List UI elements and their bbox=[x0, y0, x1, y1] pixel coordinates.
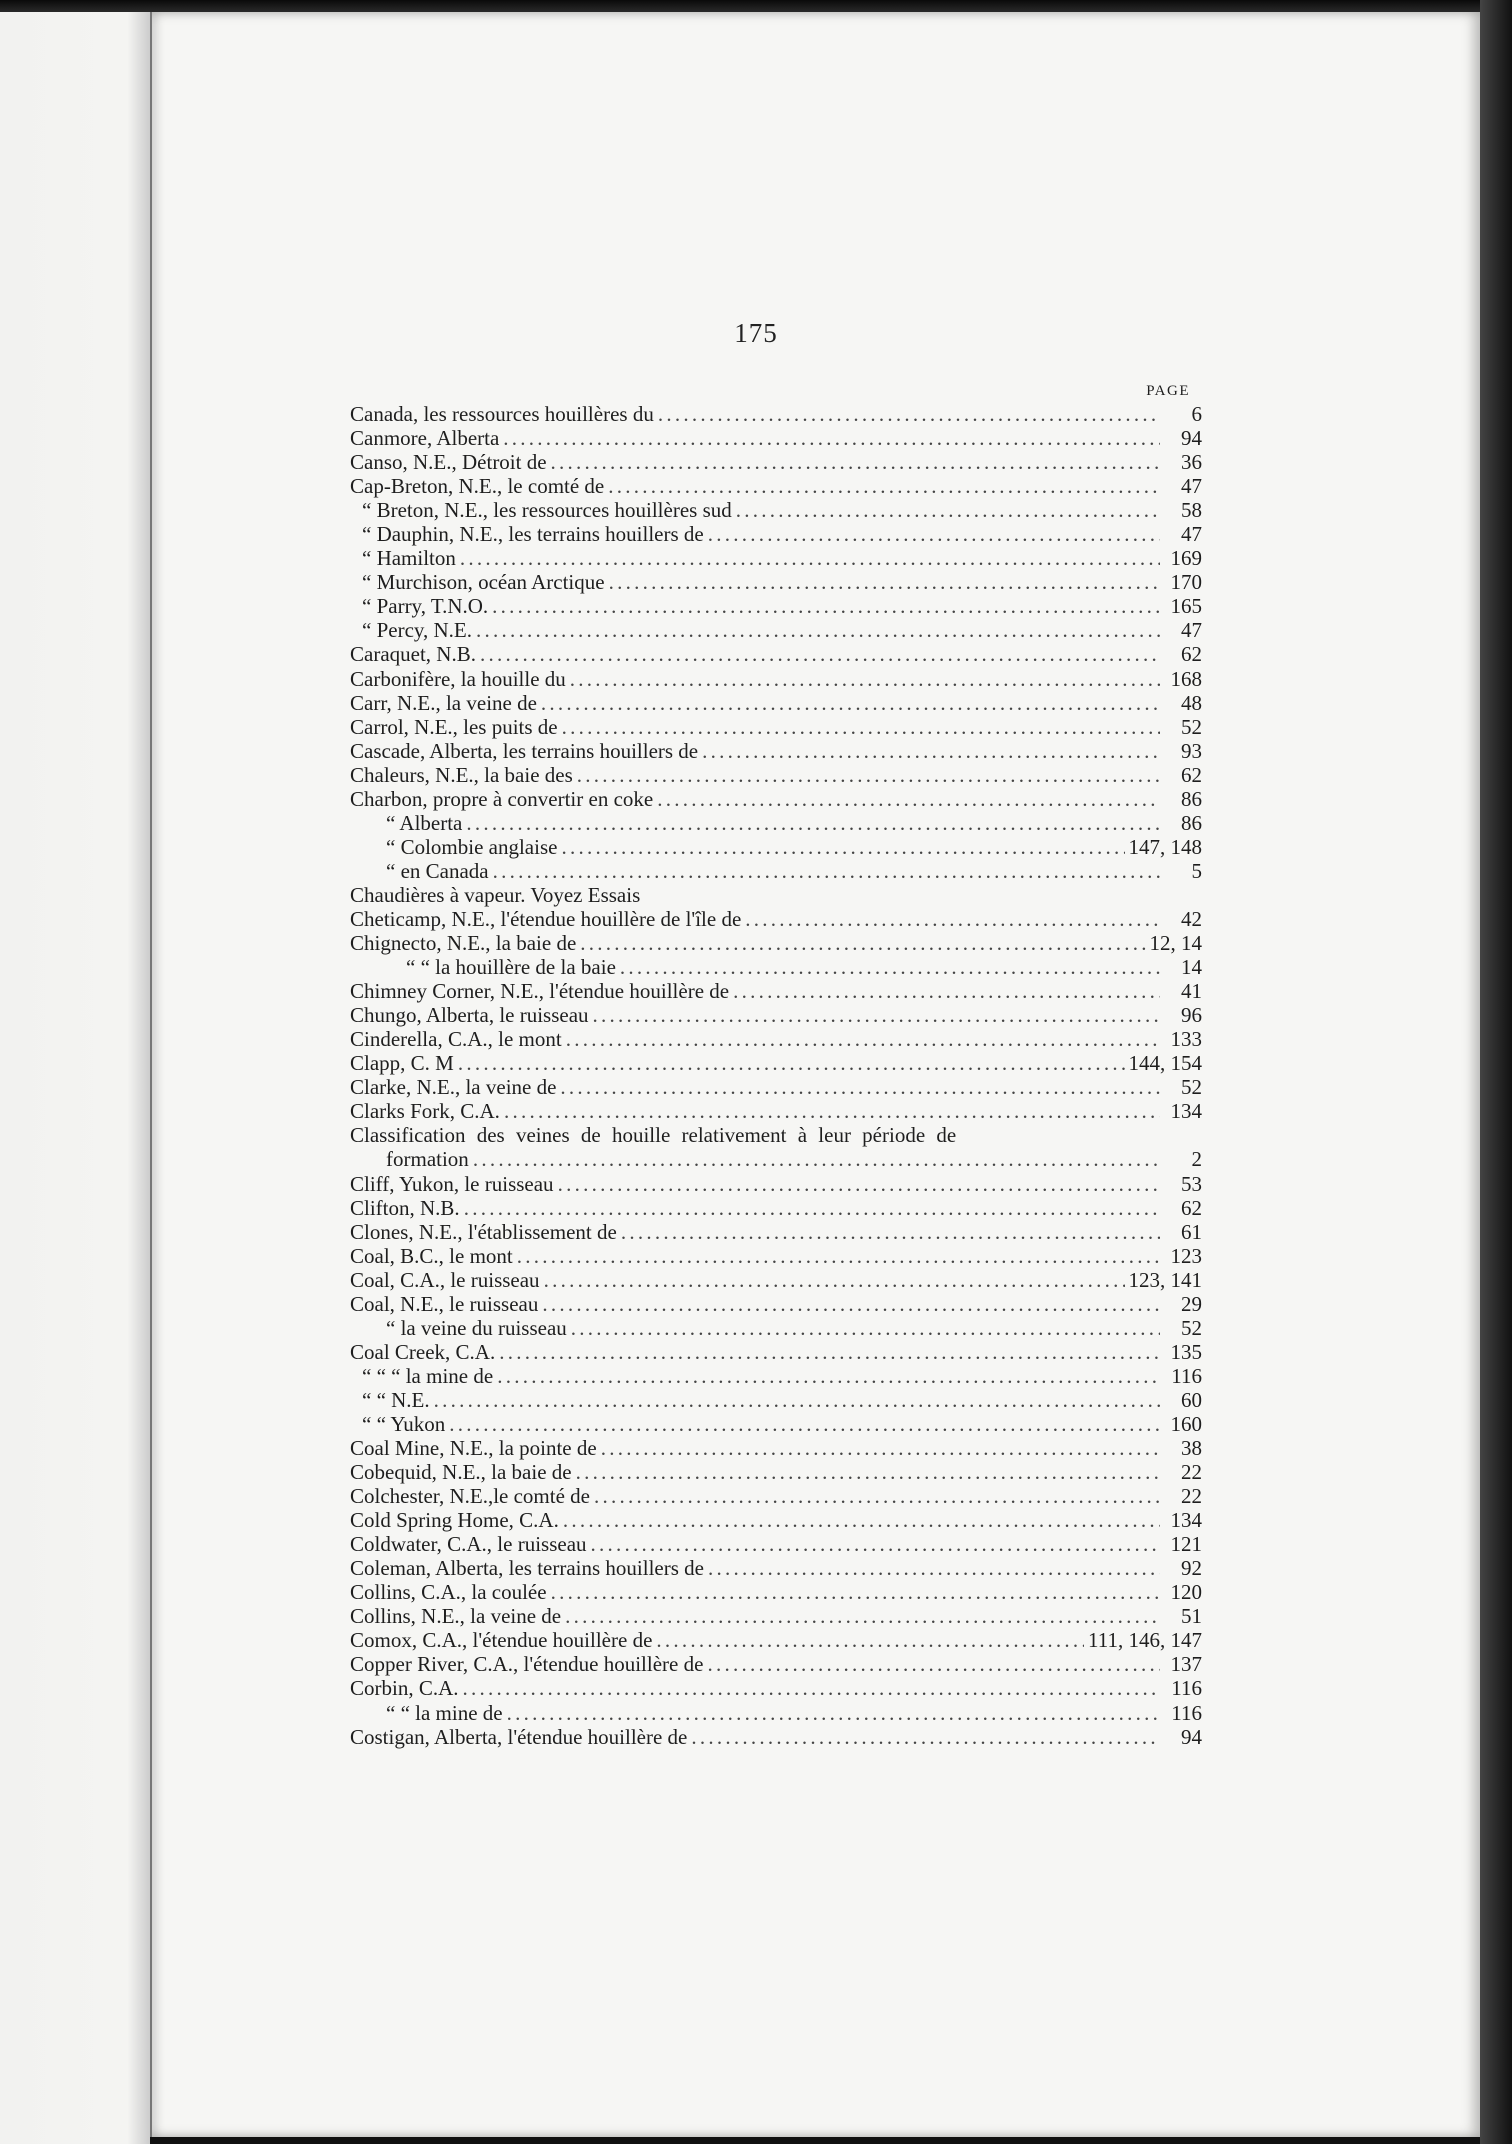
index-term: Comox, C.A., l'étendue houillère de bbox=[350, 1628, 653, 1653]
index-page-ref: 22 bbox=[1181, 1460, 1202, 1485]
dot-leader bbox=[593, 1003, 1160, 1027]
index-term: Colchester, N.E.,le comté de bbox=[350, 1484, 590, 1509]
index-page-ref: 94 bbox=[1181, 1724, 1202, 1749]
index-term: Clarke, N.E., la veine de bbox=[350, 1075, 557, 1100]
index-page-ref: 62 bbox=[1181, 762, 1202, 787]
index-entry bbox=[350, 594, 1202, 618]
dot-leader bbox=[563, 1508, 1160, 1532]
index-entry bbox=[350, 474, 1202, 498]
dot-leader bbox=[570, 667, 1160, 691]
index-term: Collins, N.E., la veine de bbox=[350, 1604, 562, 1629]
index-term: “ Percy, N.E. bbox=[362, 618, 473, 643]
index-entry bbox=[350, 763, 1202, 787]
index-page-ref: 47 bbox=[1181, 618, 1202, 643]
index-term: “ “ “ la mine de bbox=[362, 1363, 494, 1388]
index-entry bbox=[350, 642, 1202, 666]
index-page-ref: 94 bbox=[1181, 426, 1202, 451]
dot-leader bbox=[562, 715, 1160, 739]
dot-leader bbox=[492, 594, 1160, 618]
dot-leader bbox=[542, 1292, 1160, 1316]
index-page-ref: 121 bbox=[1170, 1532, 1202, 1557]
index-entry bbox=[350, 1051, 1202, 1075]
index-entry bbox=[350, 1292, 1202, 1316]
dot-leader bbox=[473, 1147, 1160, 1171]
index-entries bbox=[350, 402, 1202, 1749]
index-entry bbox=[350, 1388, 1202, 1412]
index-entry bbox=[350, 1123, 1202, 1147]
index-page-ref: 86 bbox=[1181, 810, 1202, 835]
index-page-ref: 123, 141 bbox=[1128, 1267, 1202, 1292]
index-list bbox=[350, 378, 1202, 1749]
dot-leader bbox=[608, 474, 1160, 498]
index-term: Chimney Corner, N.E., l'étendue houillère de bbox=[350, 979, 730, 1004]
index-term: Canada, les ressources houillères du bbox=[350, 402, 654, 426]
index-page-ref: 2 bbox=[1191, 1147, 1202, 1172]
index-term: Clapp, C. M bbox=[350, 1051, 454, 1076]
index-term: Carbonifère, la houille du bbox=[350, 666, 566, 691]
index-entry bbox=[350, 739, 1202, 763]
index-page-ref: 58 bbox=[1181, 498, 1202, 523]
index-page-ref: 14 bbox=[1181, 955, 1202, 980]
dot-leader bbox=[434, 1388, 1160, 1412]
dot-leader bbox=[541, 691, 1160, 715]
index-entry bbox=[350, 1340, 1202, 1364]
index-term: “ Alberta bbox=[386, 810, 463, 835]
dot-leader bbox=[497, 1364, 1160, 1388]
index-page-ref: 12, 14 bbox=[1149, 931, 1202, 956]
index-entry bbox=[350, 1508, 1202, 1532]
dot-leader bbox=[544, 1268, 1125, 1292]
dot-leader bbox=[499, 1340, 1160, 1364]
index-page-ref: 135 bbox=[1170, 1339, 1202, 1364]
index-page-ref: 96 bbox=[1181, 1003, 1202, 1028]
index-term: Coal, N.E., le ruisseau bbox=[350, 1291, 539, 1316]
index-term: “ en Canada bbox=[386, 858, 489, 883]
dot-leader bbox=[621, 1220, 1160, 1244]
index-term: Cap-Breton, N.E., le comté de bbox=[350, 474, 605, 499]
dot-leader bbox=[736, 498, 1160, 522]
index-term: Classification des veines de houille relativement à leur période de bbox=[350, 1123, 957, 1148]
index-term: “ “ la houillère de la baie bbox=[406, 955, 616, 980]
index-entry bbox=[350, 811, 1202, 835]
dot-leader bbox=[503, 426, 1160, 450]
scan-top-edge bbox=[0, 0, 1512, 12]
dot-leader bbox=[464, 1196, 1160, 1220]
dot-leader bbox=[463, 1676, 1160, 1700]
dot-leader bbox=[601, 1436, 1160, 1460]
index-page-ref: 93 bbox=[1181, 738, 1202, 763]
index-page-ref: 42 bbox=[1181, 906, 1202, 931]
dot-leader bbox=[460, 546, 1160, 570]
index-page-ref: 120 bbox=[1170, 1580, 1202, 1605]
index-page-ref: 52 bbox=[1181, 714, 1202, 739]
index-page-ref: 134 bbox=[1170, 1099, 1202, 1124]
index-term: Cobequid, N.E., la baie de bbox=[350, 1460, 572, 1485]
dot-leader bbox=[493, 859, 1160, 883]
dot-leader bbox=[609, 570, 1160, 594]
dot-leader bbox=[707, 1652, 1160, 1676]
index-term: “ Hamilton bbox=[362, 546, 456, 571]
index-page-ref: 6 bbox=[1191, 402, 1202, 426]
index-entry bbox=[350, 546, 1202, 570]
index-entry bbox=[350, 570, 1202, 594]
index-term: “ Breton, N.E., les ressources houillères sud bbox=[362, 498, 732, 523]
index-term: “ “ la mine de bbox=[386, 1700, 503, 1725]
index-page-ref: 160 bbox=[1170, 1411, 1202, 1436]
index-term: Coal, C.A., le ruisseau bbox=[350, 1267, 540, 1292]
index-page-ref: 134 bbox=[1170, 1508, 1202, 1533]
index-page-ref: 47 bbox=[1181, 522, 1202, 547]
index-entry bbox=[350, 618, 1202, 642]
index-entry bbox=[350, 907, 1202, 931]
index-entry bbox=[350, 1412, 1202, 1436]
index-term: Canso, N.E., Détroit de bbox=[350, 450, 547, 475]
index-entry bbox=[350, 1701, 1202, 1725]
index-entry bbox=[350, 1075, 1202, 1099]
index-page-ref: 116 bbox=[1171, 1700, 1202, 1725]
index-term: Cascade, Alberta, les terrains houillers de bbox=[350, 738, 699, 763]
page-column-header: PAGE bbox=[1146, 383, 1190, 399]
index-entry bbox=[350, 1604, 1202, 1628]
index-entry bbox=[350, 1580, 1202, 1604]
page-number: 175 bbox=[734, 318, 778, 348]
dot-leader bbox=[591, 1532, 1160, 1556]
dot-leader bbox=[594, 1484, 1160, 1508]
index-term: Coal, B.C., le mont bbox=[350, 1243, 513, 1268]
index-page-ref: 22 bbox=[1181, 1484, 1202, 1509]
index-term: “ la veine du ruisseau bbox=[386, 1315, 567, 1340]
index-entry bbox=[350, 1725, 1202, 1749]
index-page-ref: 111, 146, 147 bbox=[1088, 1628, 1202, 1653]
dot-leader bbox=[571, 1316, 1160, 1340]
index-term: Chaleurs, N.E., la baie des bbox=[350, 762, 573, 787]
dot-leader bbox=[658, 402, 1160, 426]
index-entry bbox=[350, 450, 1202, 474]
index-term: Copper River, C.A., l'étendue houillère de bbox=[350, 1652, 704, 1677]
dot-leader bbox=[517, 1244, 1160, 1268]
index-entry bbox=[350, 835, 1202, 859]
index-entry bbox=[350, 1364, 1202, 1388]
index-term: Canmore, Alberta bbox=[350, 426, 500, 451]
index-term: Coal Creek, C.A. bbox=[350, 1339, 496, 1364]
index-term: “ “ N.E. bbox=[362, 1387, 430, 1412]
index-entry bbox=[350, 1628, 1202, 1652]
index-page-ref: 144, 154 bbox=[1128, 1051, 1202, 1076]
index-page-ref: 116 bbox=[1171, 1676, 1202, 1701]
dot-leader bbox=[745, 907, 1160, 931]
index-page-ref: 29 bbox=[1181, 1291, 1202, 1316]
dot-leader bbox=[561, 835, 1124, 859]
index-term: “ Parry, T.N.O. bbox=[362, 594, 489, 619]
index-page-ref: 52 bbox=[1181, 1075, 1202, 1100]
index-page-ref: 92 bbox=[1181, 1556, 1202, 1581]
index-entry bbox=[350, 1220, 1202, 1244]
index-entry bbox=[350, 1436, 1202, 1460]
index-page-ref: 169 bbox=[1170, 546, 1202, 571]
dot-leader bbox=[620, 955, 1160, 979]
dot-leader bbox=[708, 522, 1160, 546]
index-entry bbox=[350, 1027, 1202, 1051]
index-entry bbox=[350, 1460, 1202, 1484]
index-page-ref: 36 bbox=[1181, 450, 1202, 475]
index-term: “ Murchison, océan Arctique bbox=[362, 570, 605, 595]
dot-leader bbox=[558, 1172, 1160, 1196]
index-page-ref: 38 bbox=[1181, 1436, 1202, 1461]
index-page-ref: 52 bbox=[1181, 1315, 1202, 1340]
index-entry bbox=[350, 426, 1202, 450]
index-term: Corbin, C.A. bbox=[350, 1676, 459, 1701]
index-entry bbox=[350, 715, 1202, 739]
index-term: Chungo, Alberta, le ruisseau bbox=[350, 1003, 589, 1028]
index-page-ref: 53 bbox=[1181, 1171, 1202, 1196]
dot-leader bbox=[551, 450, 1160, 474]
index-page-ref: 133 bbox=[1170, 1027, 1202, 1052]
index-term: Clarks Fork, C.A. bbox=[350, 1099, 500, 1124]
dot-leader bbox=[576, 1460, 1160, 1484]
index-entry bbox=[350, 931, 1202, 955]
index-entry bbox=[350, 522, 1202, 546]
dot-leader bbox=[560, 1075, 1160, 1099]
index-entry bbox=[350, 1268, 1202, 1292]
index-page-ref: 47 bbox=[1181, 474, 1202, 499]
index-entry bbox=[350, 859, 1202, 883]
index-entry bbox=[350, 691, 1202, 715]
index-page-ref: 41 bbox=[1181, 979, 1202, 1004]
index-entry bbox=[350, 667, 1202, 691]
dot-leader bbox=[466, 811, 1160, 835]
index-page-ref: 61 bbox=[1181, 1219, 1202, 1244]
index-term: Cliff, Yukon, le ruisseau bbox=[350, 1171, 554, 1196]
index-term: “ “ Yukon bbox=[362, 1411, 446, 1436]
index-term: Coleman, Alberta, les terrains houillers de bbox=[350, 1556, 704, 1581]
index-entry bbox=[350, 1556, 1202, 1580]
index-page-ref: 147, 148 bbox=[1128, 834, 1202, 859]
index-term: Carrol, N.E., les puits de bbox=[350, 714, 558, 739]
index-page-ref: 86 bbox=[1181, 786, 1202, 811]
index-entry bbox=[350, 402, 1202, 426]
dot-leader bbox=[565, 1604, 1160, 1628]
index-term: Coldwater, C.A., le ruisseau bbox=[350, 1532, 587, 1557]
dot-leader bbox=[656, 1628, 1084, 1652]
dot-leader bbox=[708, 1556, 1160, 1580]
index-entry bbox=[350, 498, 1202, 522]
index-entry bbox=[350, 1003, 1202, 1027]
dot-leader bbox=[551, 1580, 1160, 1604]
index-entry bbox=[350, 1244, 1202, 1268]
index-term: “ Dauphin, N.E., les terrains houillers de bbox=[362, 522, 704, 547]
dot-leader bbox=[580, 931, 1145, 955]
index-term: Chaudières à vapeur. Voyez Essais bbox=[350, 882, 641, 907]
index-entry bbox=[350, 1652, 1202, 1676]
dot-leader bbox=[566, 1027, 1160, 1051]
dot-leader bbox=[702, 739, 1160, 763]
index-entry bbox=[350, 883, 1202, 907]
dot-leader bbox=[458, 1051, 1125, 1075]
dot-leader bbox=[657, 787, 1160, 811]
index-term: Clifton, N.B. bbox=[350, 1195, 460, 1220]
dot-leader bbox=[691, 1725, 1160, 1749]
index-page-ref: 5 bbox=[1191, 858, 1202, 883]
index-page-ref: 51 bbox=[1181, 1604, 1202, 1629]
index-term: Costigan, Alberta, l'étendue houillère de bbox=[350, 1724, 688, 1749]
index-entry bbox=[350, 955, 1202, 979]
dot-leader bbox=[577, 763, 1160, 787]
index-entry bbox=[350, 1147, 1202, 1171]
index-page-ref: 48 bbox=[1181, 690, 1202, 715]
index-term: Cinderella, C.A., le mont bbox=[350, 1027, 562, 1052]
dot-leader bbox=[507, 1701, 1160, 1725]
dot-leader bbox=[504, 1099, 1160, 1123]
index-term: Coal Mine, N.E., la pointe de bbox=[350, 1436, 597, 1461]
index-term: Cold Spring Home, C.A. bbox=[350, 1508, 559, 1533]
dot-leader bbox=[449, 1412, 1160, 1436]
index-term: Carr, N.E., la veine de bbox=[350, 690, 537, 715]
index-entry bbox=[350, 1099, 1202, 1123]
index-term: Clones, N.E., l'établissement de bbox=[350, 1219, 617, 1244]
index-entry bbox=[350, 787, 1202, 811]
index-page-ref: 170 bbox=[1170, 570, 1202, 595]
index-term: Chignecto, N.E., la baie de bbox=[350, 931, 577, 956]
index-term: Charbon, propre à convertir en coke bbox=[350, 786, 654, 811]
index-entry bbox=[350, 1172, 1202, 1196]
index-page-ref: 62 bbox=[1181, 642, 1202, 667]
index-page-ref: 168 bbox=[1170, 666, 1202, 691]
index-term: “ Colombie anglaise bbox=[386, 834, 558, 859]
index-entry bbox=[350, 1484, 1202, 1508]
index-page-ref: 165 bbox=[1170, 594, 1202, 619]
index-page-ref: 123 bbox=[1170, 1243, 1202, 1268]
index-term: Caraquet, N.B. bbox=[350, 642, 476, 667]
index-term: Collins, C.A., la coulée bbox=[350, 1580, 547, 1605]
dot-leader bbox=[476, 618, 1160, 642]
index-entry bbox=[350, 1316, 1202, 1340]
index-entry bbox=[350, 1196, 1202, 1220]
index-entry bbox=[350, 1676, 1202, 1700]
index-entry bbox=[350, 1532, 1202, 1556]
index-page-ref: 62 bbox=[1181, 1195, 1202, 1220]
index-page-ref: 60 bbox=[1181, 1387, 1202, 1412]
dot-leader bbox=[480, 642, 1160, 666]
index-page-ref: 137 bbox=[1170, 1652, 1202, 1677]
index-entry bbox=[350, 979, 1202, 1003]
index-term: formation bbox=[386, 1147, 469, 1172]
index-term: Cheticamp, N.E., l'étendue houillère de l'île de bbox=[350, 906, 742, 931]
index-page-ref: 116 bbox=[1171, 1363, 1202, 1388]
dot-leader bbox=[733, 979, 1160, 1003]
